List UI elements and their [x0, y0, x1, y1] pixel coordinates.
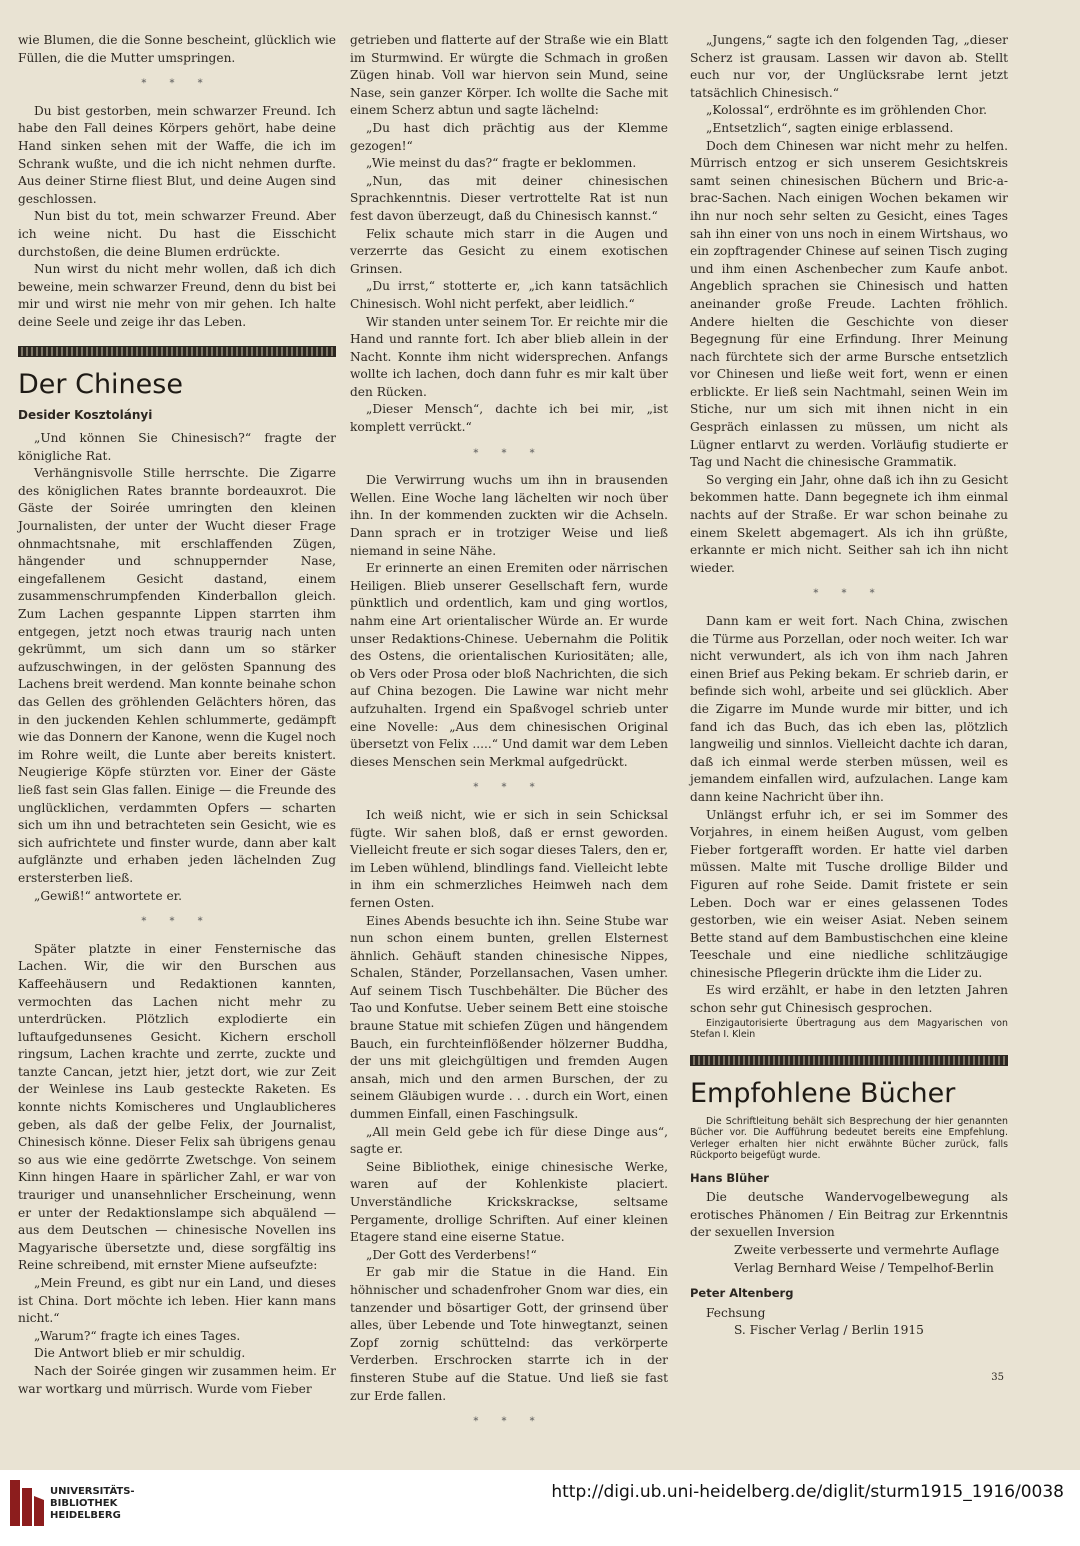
- paragraph: Du bist gestorben, mein schwarzer Freund. Ich habe den Fall deines Körpers gehört, habe deine Hand sinken sehen mit der Waffe, die ich im Schrank wußte, und die ich nicht nehmen durfte. Aus deiner Stirne fliest Blut, und deine Augen sind geschlossen.: [18, 103, 336, 206]
- paragraph: Nun wirst du nicht mehr wollen, daß ich dich beweine, mein schwarzer Freund, denn du bist bei mir und wirst nie mehr von mir gehen. Ich halte deine Seele und zeige ihr das Leben.: [18, 262, 336, 329]
- paragraph: Wir standen unter seinem Tor. Er reichte mir die Hand und rannte fort. Ich aber blieb allein in der Nacht. Konnte ihm nicht widersprechen. Anfangs wollte ich lachen, doch dann fuhr es mir kalt über den Rücken.: [350, 314, 668, 399]
- paragraph: Die Verwirrung wuchs um ihn in brausenden Wellen. Eine Woche lang lächelten wir noch über ihn. In der kommenden zuckten wir die Achseln. Dann sprach er in trotziger Weise und ließ niemand in seine Nähe.: [350, 473, 668, 558]
- book-line: Verlag Bernhard Weise / Tempelhof-Berlin: [734, 1260, 994, 1275]
- paragraph: „All mein Geld gebe ich für diese Dinge aus“, sagte er.: [350, 1124, 668, 1157]
- paragraph: Er erinnerte an einen Eremiten oder närrischen Heiligen. Blieb unserer Gesellschaft fern, wurde pünktlich und ordentlich, kam und ging wortlos, nahm eine Art orientalischer Würde an. Er wurde unser Redaktions-Chinese. Uebernahm die Politik des Ostens, die orientalischen Kuriositäten; alle, ob Vers oder Prosa oder bloß Nachrichten, die sich auf China bezogen. Die Lawine war nicht mehr aufzuhalten. Irgend ein Spaßvogel schrieb unter eine Novelle: „Aus dem chinesischen Original übersetzt von Felix .....“ Und damit war dem Leben dieses Menschen sein Merkmal aufgedrückt.: [350, 561, 668, 769]
- paragraph: „Der Gott des Verderbens!“: [366, 1247, 537, 1262]
- paragraph: So verging ein Jahr, ohne daß ich ihn zu Gesicht bekommen hatte. Dann begegnete ich ihm einmal nachts auf der Straße. Er war schon beinahe zu einem Skelett abgemagert. Als ich ihn grüßte, erkannte er mich nicht. Seither sah ich ihn nicht wieder.: [690, 472, 1008, 575]
- ornamental-rule: [18, 346, 336, 357]
- section-separator: * * *: [141, 78, 213, 90]
- book-author: Peter Altenberg: [690, 1286, 794, 1301]
- story-title: Der Chinese: [18, 368, 183, 400]
- paragraph: getrieben und flatterte auf der Straße wie ein Blatt im Sturmwind. Er würgte die Schmach in großen Zügen hinab. Voll war hiervon sein Mund, seine Nase, sein ganzer Körper. Ich wollte die Sache mit einem Scherz abtun und sagte lächelnd:: [350, 33, 668, 118]
- story-author: Desider Kosztolányi: [18, 407, 153, 422]
- paragraph: Seine Bibliothek, einige chinesische Werke, waren auf der Kohlenkiste placiert. Unverständliche Krickskrackse, seltsame Pergamente, drollige Schriften. Auf einer kleinen Etagere stand eine eiserne Statue.: [350, 1159, 668, 1245]
- section-separator: * * *: [473, 447, 545, 459]
- section-separator: * * *: [473, 1416, 545, 1428]
- paragraph: „Du irrst,“ stotterte er, „ich kann tatsächlich Chinesisch. Wohl nicht perfekt, aber leidlich.“: [350, 279, 668, 311]
- paragraph: Eines Abends besuchte ich ihn. Seine Stube war nun schon einem bunten, grellen Elsternest ähnlich. Gehäuft standen chinesische Nippes, Schalen, Ständer, Porzellansachen, Vasen umher. Auf seinem Tisch Tuschbehälter. Die Bücher des Tao und Konfutse. Ueber seinem Bett eine stoische braune Statue mit schiefen Zügen und hängendem Bauch, ein furchteinflößender hölzerner Buddha, der uns mit gleichgültigen und fremden Augen ansah, mich und den armen Burschen, der zu seinem Gläubigen wurde . . . durch ein Wort, einen dummen Einfall, einen Faschingsulk.: [350, 913, 668, 1122]
- footer-bar: [0, 1470, 1080, 1546]
- book-line: Die deutsche Wandervogelbewegung als erotisches Phänomen / Ein Beitrag zur Erkenntnis der sexuellen Inversion: [690, 1190, 1008, 1240]
- paragraph: Verhängnisvolle Stille herrschte. Die Zigarre des königlichen Rates brannte bordeauxrot. Die Gäste der Soirée umringten den kleinen Journalisten, der unter der Wucht dieser Frage ohnmachtsnahe, mit erschlaffenden Zügen, hängender und schnuppernder Nase, eingefallenem Gesicht dastand, einem zusammenschrumpfenden Kinderballon gleich. Zum Lachen gespannte Lippen starrten ihm entgegen, jetzt noch etwas traurig nach unten gekrümmt, um sich dann um so stärker aufzuschwingen, in der gelösten Spannung des Lachens breit werdend. Man konnte beinahe schon das Gellen des gröhlenden Gelächters hören, das in den juckenden Kehlen schlummerte, gedämpft wie das Donnern der Kanone, wenn die Kugel noch im Rohre weilt, die Lunte aber bereits knistert. Neugierige Köpfe stürzten vor. Einer der Gäste ließ fast sein Glas fallen. Einige — die Freunde des unglücklichen, verdammten Opfers — scharten sich um ihn und betrachteten sein Gesicht, wie es sich aufrichtete und finster wurde, dann aber kalt aufglänzte und erhaben jeden lächelnden Zug erstersterben ließ.: [18, 466, 336, 885]
- paragraph: „Warum?“ fragte ich eines Tages.: [34, 1328, 241, 1343]
- column-left: [18, 32, 336, 1398]
- paragraph: „Und können Sie Chinesisch?“ fragte der königliche Rat.: [18, 431, 336, 463]
- book-line: Fechsung: [706, 1305, 766, 1320]
- paragraph: Die Antwort blieb er mir schuldig.: [34, 1346, 246, 1361]
- paragraph: Es wird erzählt, er habe in den letzten Jahren schon sehr gut Chinesisch gesprochen.: [690, 983, 1008, 1016]
- book-author: Hans Blüher: [690, 1170, 769, 1185]
- paragraph: Unlängst erfuhr ich, er sei im Sommer des Vorjahres, in einem heißen August, vom gelben Fieber fortgerafft worden. Er hatte viel darben müssen. Malte mit Tusche drollige Bilder und Figuren auf rohe Seide. Damit fristete er sein Leben. Doch war er eines gelassenen Todes gestorben, wie ein weiser Asiat. Neben seinem Bette stand auf dem Bambustischchen eine kleine Teeschale und eine niedliche schlitzäugige chinesische Pflegerin drückte ihm die Lider zu.: [690, 807, 1008, 980]
- section-note: Die Schriftleitung behält sich Besprechung der hier genannten Bücher vor. Die Aufführung bedeutet bereits eine Empfehlung. Verleger erhalten hier nicht erwähnte Bücher zurück, falls Rückporto beigefügt wurde.: [690, 1115, 1008, 1162]
- paragraph: Ich weiß nicht, wie er sich in sein Schicksal fügte. Wir sahen bloß, daß er ernst geworden. Vielleicht freute er sich sogar dieses Talers, den er, im Leben wühlend, blindlings fand. Vielleicht lebte in ihm ein schmerzliches Heimweh nach dem fernen Osten.: [350, 807, 668, 910]
- book-line: S. Fischer Verlag / Berlin 1915: [734, 1323, 924, 1338]
- section-separator: * * *: [473, 782, 545, 794]
- column-right: [690, 32, 1008, 1340]
- paragraph: Später platzte in einer Fensternische das Lachen. Wir, die wir den Burschen aus Kaffeehäusern und Redaktionen kannten, vermochten das Lachen nicht mehr zu unterdrücken. Plötzlich explodierte ein luftaufgedunsenes Gesicht. Kichern erscholl ringsum, Lachen krachte und zerrte, zuckte und tanzte Cancan, jetzt hier, jetzt dort, wie zur Zeit der Weinlese ins Laub gesteckte Raketen. Es konnte nichts Komischeres und Unglaublicheres geben, als daß der gelbe Felix, der Journalist, Chinesisch könne. Dieser Felix sah übrigens genau so aus wie eine gedörrte Zwetschge. Von seinem Kinn hingen Haare in spärlicher Zahl, er war von trauriger und unansehnlicher Erscheinung, wenn er unter der Redaktionslampe sich abquälend — aus dem Deutschen — chinesische Novellen ins Magyarische übersetzte und, diese sorgfältig ins Reine schreibend, mit ernster Miene aufseufzte:: [18, 941, 336, 1273]
- paragraph: Nun bist du tot, mein schwarzer Freund. Aber ich weine nicht. Du hast die Eisschicht durchstoßen, die deine Blumen erdrückte.: [18, 209, 336, 259]
- library-name: [50, 1486, 135, 1522]
- paragraph: „Du hast dich prächtig aus der Klemme gezogen!“: [350, 120, 668, 153]
- section-title: Empfohlene Bücher: [690, 1077, 956, 1109]
- paragraph: „Kolossal“, erdröhnte es im gröhlenden Chor.: [706, 103, 988, 118]
- paragraph: „Mein Freund, es gibt nur ein Land, und dieses ist China. Dort möchte ich leben. Hier kann mans nicht.“: [18, 1276, 336, 1326]
- library-name-line: UNIVERSITÄTS-: [50, 1486, 135, 1497]
- paragraph: Dann kam er weit fort. Nach China, zwischen die Türme aus Porzellan, oder noch weiter. Ich war nicht verwundert, als ich von ihm nach Jahren einen Brief aus Peking bekam. Er schrieb darin, er befinde sich wohl, arbeite und sei glücklich. Aber die Zigarre im Munde wurde mir bitter, und ich fand ich das Buch, das ich eben las, plötzlich langweilig und sinnlos. Vielleicht dachte ich daran, daß ich einmal werde sterben müssen, weil es jemandem einfallen wird, aufzulachen. Lange kam dann keine Nachricht über ihn.: [690, 614, 1008, 804]
- library-name-line: BIBLIOTHEK: [50, 1498, 118, 1509]
- page-number: 35: [991, 1372, 1004, 1383]
- paragraph: „Dieser Mensch“, dachte ich bei mir, „ist komplett verrückt.“: [350, 402, 668, 435]
- paragraph: Nach der Soirée gingen wir zusammen heim. Er war wortkarg und mürrisch. Wurde vom Fieber: [18, 1363, 336, 1396]
- paragraph: wie Blumen, die die Sonne bescheint, glücklich wie Füllen, die die Mutter umspringen.: [18, 33, 336, 65]
- section-separator: * * *: [141, 916, 213, 928]
- paragraph: Felix schaute mich starr in die Augen und verzerrte das Gesicht zu einem exotischen Grinsen.: [350, 226, 668, 276]
- section-separator: * * *: [813, 588, 885, 600]
- source-url[interactable]: http://digi.ub.uni-heidelberg.de/diglit/sturm1915_1916/0038: [551, 1482, 1064, 1502]
- translation-note: Einzigautorisierte Übertragung aus dem Magyarischen von Stefan I. Klein: [690, 1017, 1008, 1041]
- paragraph: „Wie meinst du das?“ fragte er beklommen.: [366, 156, 637, 171]
- paragraph: „Nun, das mit deiner chinesischen Sprachkenntnis. Dieser vertrottelte Rat ist nun fest davon überzeugt, daß du Chinesisch kannst.“: [350, 173, 668, 223]
- ornamental-rule: [690, 1055, 1008, 1066]
- paragraph: „Jungens,“ sagte ich den folgenden Tag, „dieser Scherz ist grausam. Lassen wir davon ab. Stellt euch nur vor, der Unglücksrabe lernt jetzt tatsächlich Chinesisch.“: [690, 33, 1008, 100]
- library-logo-icon: [6, 1478, 46, 1530]
- column-middle: [350, 32, 668, 1441]
- paragraph: Doch dem Chinesen war nicht mehr zu helfen. Mürrisch entzog er sich unserem Gesichtskreis samt seinen chinesischen Büchern und Bric-a-brac-Sachen. Nach einigen Wochen bekamen wir ihn nur noch sehr selten zu Gesicht, eines Tages sah ihn einer von uns noch in einem Wirtshaus, wo ein zopftragender Chinese auf seinen Tisch zuging und ihm einen Aschenbecher zum Kaufe anbot. Angeblich sprachen sie Chinesisch und hatten aneinander große Freude. Lachten fröhlich. Andere hielten die Geschichte von dieser Begegnung für eine Erfindung. Ihrer Meinung nach fürchtete sich der arme Bursche entsetzlich vor Chinesen und ließe weit fort, wenn er einen erblickte. Er ließ sein Nachtmahl, seinen Wein im Stiche, nur um sich mit ihnen nicht in ein Gespräch einlassen zu müssen, um nicht als Lügner entlarvt zu werden. Vorläufig studierte er Tag und Nacht die chinesische Grammatik.: [690, 138, 1008, 470]
- paragraph: „Gewiß!“ antwortete er.: [34, 888, 183, 903]
- library-name-line: HEIDELBERG: [50, 1510, 121, 1521]
- book-line: Zweite verbesserte und vermehrte Auflage: [734, 1243, 1000, 1258]
- paragraph: Er gab mir die Statue in die Hand. Ein höhnischer und schadenfroher Gnom war dies, ein tanzender und bösartiger Gott, der grinsend über alles, über Lebende und Tote hinwegtanzt, seinen Zopf zornig schüttelnd: das verkörperte Verderben. Erschrocken starrte ich in der finsteren Stube auf die Statue. Und ließ sie fast zur Erde fallen.: [350, 1265, 668, 1403]
- paragraph: „Entsetzlich“, sagten einige erblassend.: [706, 120, 954, 135]
